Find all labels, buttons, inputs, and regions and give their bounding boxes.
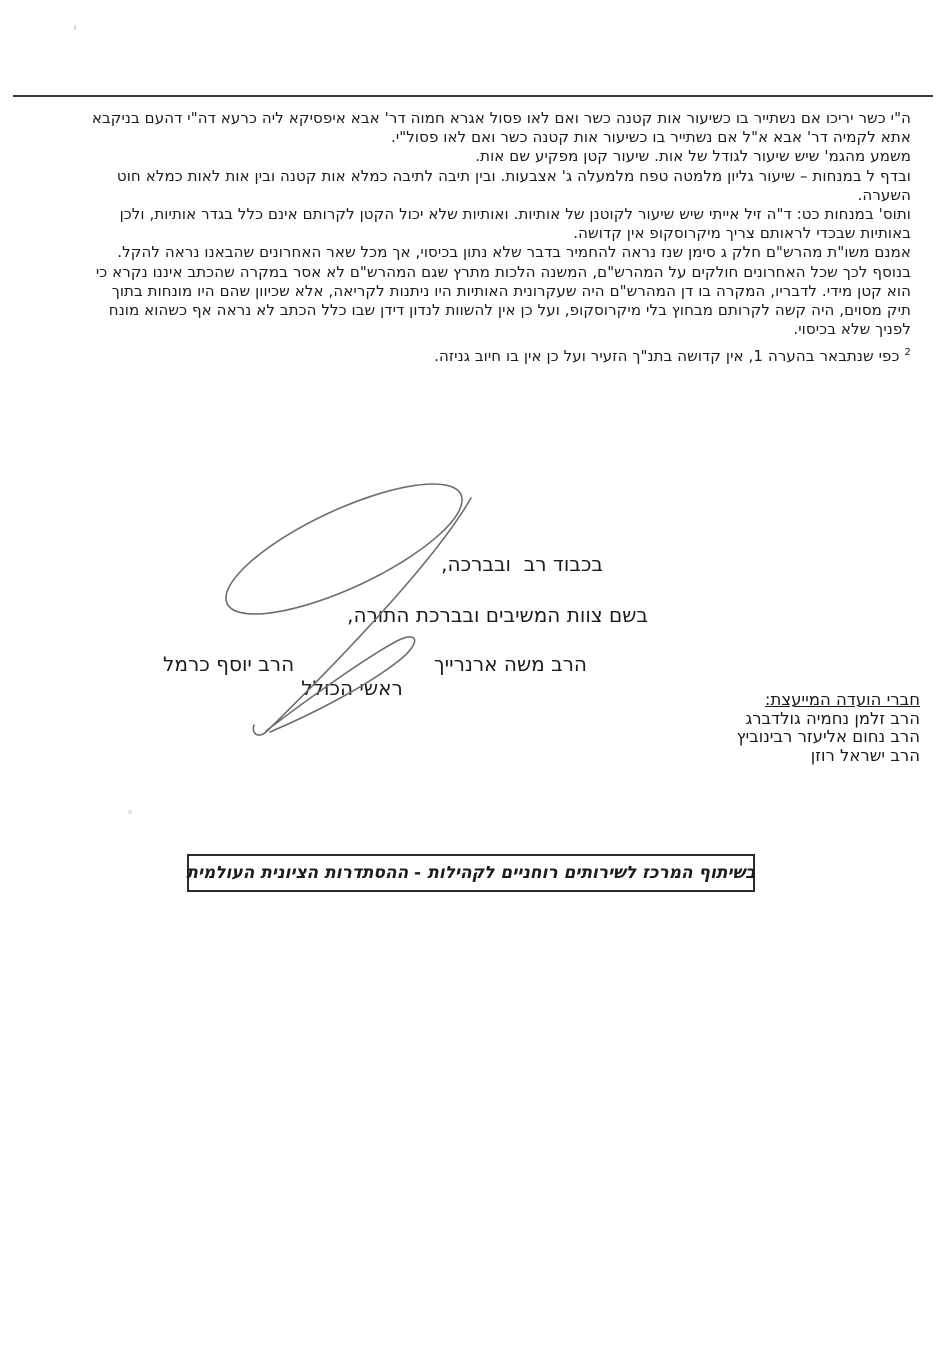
signer-name-right: הרב משה ארנרייך <box>433 652 587 676</box>
body-line: ותוס' במנחות כט: ד"ה זיל אייתי שיש שיעור לקוטנן של אותיות. ואותיות שלא יכול הקטן לקרותם אינם כלל בגדר אותיות, ולכן <box>119 205 911 224</box>
footer-partnership-box <box>187 854 755 892</box>
closing-salutation: בכבוד רב ובברכה, <box>441 552 603 576</box>
advisory-committee-block <box>737 691 920 766</box>
closing-team-line: בשם צוות המשיבים ובברכת התורה, <box>347 603 648 627</box>
body-line: ובדף ל במנחות – שיעור גליון מלמטה טפח מלמעלה ג' אצבעות. ובין תיבה לתיבה כמלא אות קטנה ובין אות לאות כמלא חוט <box>116 166 911 185</box>
footer-partnership-text: בשיתוף המרכז לשירותים רוחניים לקהילות - ההסתדרות הציונית העולמית <box>186 863 756 883</box>
signer-name-left: הרב יוסף כרמל <box>163 652 295 676</box>
body-line: באותיות שבכדי לראותם צריך מיקרוסקופ אין קדושה. <box>573 224 911 243</box>
scan-artifact-dot <box>128 810 132 814</box>
body-line: תיק מסוים, היה קשה לקרותם מבחוץ בלי מיקרוסקופ, ועל כן אין להשוות לנדון דידן שבו כלל הכתב לא נראה אף כשהוא מונח <box>108 301 911 320</box>
body-line: אתא לקמיה דר' אבא א"ל אם נשתייר בו כשיעור אות קטנה כשר ואם לאו פסול"י. <box>390 128 911 147</box>
footnote <box>8 343 911 366</box>
body-line: השערה. <box>857 185 911 204</box>
body-line: הוא קטן מידי. לדבריו, המקרה בו דן המהרש"ם היה שעקרונית האותיות היו ניתנות לקריאה, אלא שכיוון שהם היו מונחות בתוך <box>111 281 911 300</box>
body-line: בנוסף לכך שכל האחרונים חולקים על המהרש"ם, המשנה הלכות מתרץ שגם המהרש"ם לא אסר במקרה שהכתב איננו נקרא כי <box>95 262 911 281</box>
responsa-body-text <box>8 109 911 367</box>
body-line: ה"י כשר יריכו אם נשתייר בו כשיעור אות קטנה כשר ואם לאו פסול אגרא חמוה דר' אבא איפסיקא ליה כרעא דה"י דהעם בניקבא <box>91 109 911 127</box>
footnote-text: כפי שנתבאר בהערה 1, אין קדושה בתנ"ך הזעיר ועל כן אין בו חיוב גניזה. <box>434 347 900 366</box>
signers-row <box>163 652 587 676</box>
scan-artifact-dot <box>74 25 76 30</box>
body-line: לפניך שלא בכיסוי. <box>793 320 911 339</box>
top-divider-line <box>13 95 933 97</box>
advisory-committee-heading: חברי הועדה המייעצת: <box>764 690 920 709</box>
committee-member: הרב זלמן נחמיה גולדברג <box>745 708 920 728</box>
body-lines <box>8 109 911 339</box>
footnote-marker: 2 <box>904 347 911 359</box>
committee-member: הרב ישראל רוזן <box>810 746 920 766</box>
body-line: משמע מהגמ' שיש שיעור לגודל של אות. שיעור קטן מפקיע שם אות. <box>475 147 911 166</box>
advisory-committee-members <box>737 710 920 766</box>
signers-title: ראשי הכולל <box>301 676 403 700</box>
body-line: אמנם משו"ת מהרש"ם חלק ג סימן שנז נראה להחמיר בדבר שלא נתון בכיסוי, אך מכל שאר האחרונים שהבאנו נראה להקל. <box>117 243 911 262</box>
committee-member: הרב נחום אליעזר רבינוביץ <box>736 727 920 747</box>
